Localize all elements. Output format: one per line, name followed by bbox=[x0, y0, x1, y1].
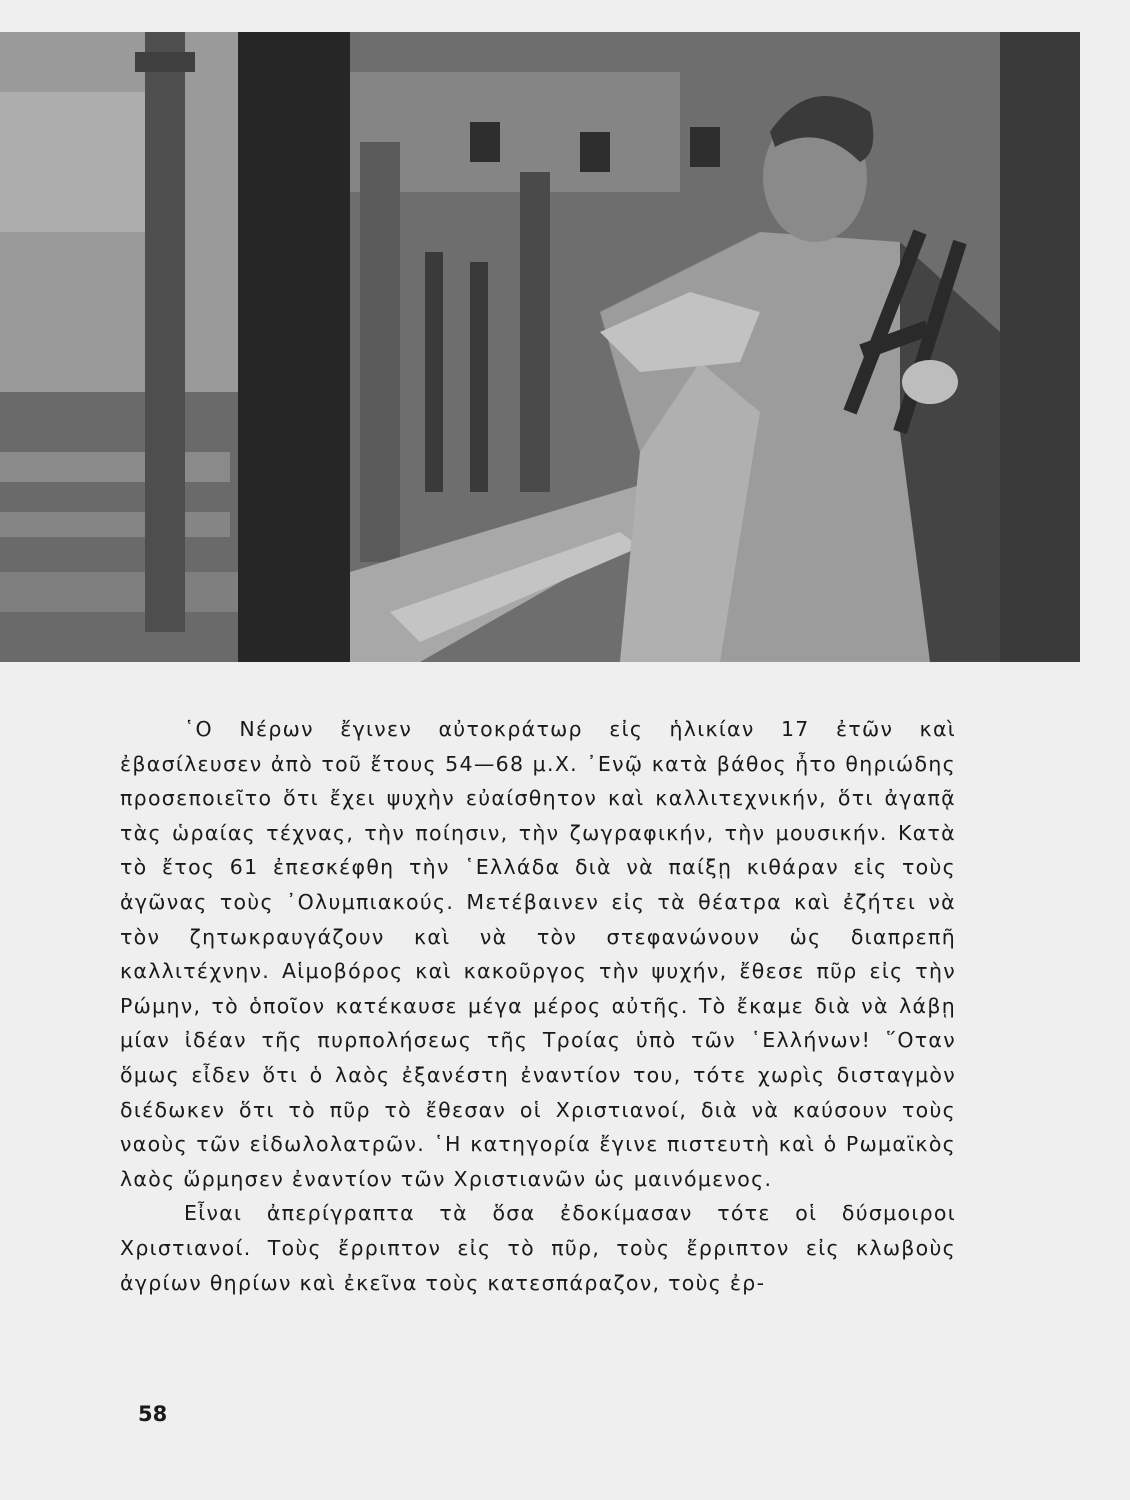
paragraph-1: ῾Ο Νέρων ἔγινεν αὐτοκράτωρ εἰς ἡλικίαν 17 ἐτῶν καὶ ἐβασίλευσεν ἀπὸ τοῦ ἔτους 54—68 μ.Χ. ᾿Ενῷ κατὰ βάθος ἦτο θηριώδης προσεποιεῖτο ὅτι ἔχει ψυχὴν εὐαίσθητον καὶ καλλιτεχνικήν, ὅτι ἀγαπᾷ τὰς ὡραίας τέχνας, τὴν ποίησιν, τὴν ζωγραφικήν, τὴν μουσικήν. Κατὰ τὸ ἔτος 61 ἐπεσκέφθη τὴν ῾Ελλάδα διὰ νὰ παίξῃ κιθάραν εἰς τοὺς ἀγῶνας τοὺς ᾿Ολυμπιακούς. Μετέβαινεν εἰς τὰ θέατρα καὶ ἐζήτει νὰ τὸν ζητωκραυγάζουν καὶ νὰ τὸν στεφανώνουν ὡς διαπρεπῆ καλλιτέχνην. Αἱμοβόρος καὶ κακοῦργος τὴν ψυχήν, ἔθεσε πῦρ εἰς τὴν Ρώμην, τὸ ὁποῖον κατέκαυσε μέγα μέρος αὐτῆς. Τὸ ἔκαμε διὰ νὰ λάβῃ μίαν ἰδέαν τῆς πυρπολήσεως τῆς Τροίας ὑπὸ τῶν ῾Ελλήνων! ῞Οταν ὅμως εἶδεν ὅτι ὁ λαὸς ἐξανέστη ἐναντίον του, τότε χωρὶς δισταγμὸν διέδωκεν ὅτι τὸ πῦρ τὸ ἔθεσαν οἱ Χριστιανοί, διὰ νὰ καύσουν τοὺς ναοὺς τῶν εἰδωλολατρῶν. ῾Η κατηγορία ἔγινε πιστευτὴ καὶ ὁ Ρωμαϊκὸς λαὸς ὥρμησεν ἐναντίον τῶν Χριστιανῶν ὡς μαινόμενος. bbox=[120, 717, 956, 1191]
illustration-drawing bbox=[0, 32, 1080, 662]
illustration-nero-lyre bbox=[0, 32, 1080, 662]
body-text bbox=[120, 712, 956, 1300]
paragraph-2: Εἶναι ἀπερίγραπτα τὰ ὅσα ἐδοκίμασαν τότε οἱ δύσμοιροι Χριστιανοί. Τοὺς ἔρριπτον εἰς τὸ πῦρ, τοὺς ἔρριπτον εἰς κλωβοὺς ἀγρίων θηρίων καὶ ἐκεῖνα τοὺς κατεσπάραζον, τοὺς ἐρ- bbox=[120, 1201, 956, 1295]
page-number: 58 bbox=[138, 1402, 168, 1426]
